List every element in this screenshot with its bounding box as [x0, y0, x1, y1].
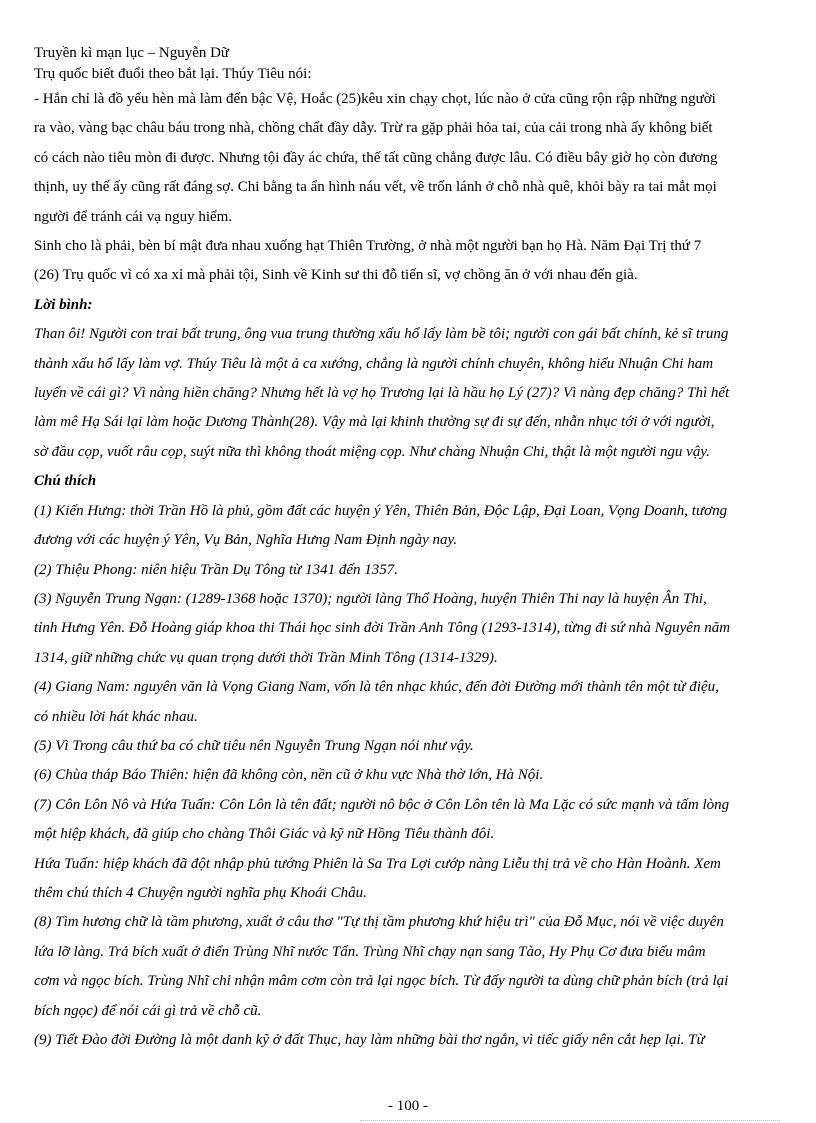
story-line: Trụ quốc biết đuổi theo bắt lại. Thúy Tiêu nói: — [34, 66, 312, 82]
story-line: ra vào, vàng bạc châu báu trong nhà, chồng chất đầy dẫy. Trừ ra gặp phải hỏa tai, của cải trong nhà ấy không biết — [34, 120, 713, 137]
note-line: lứa lỡ làng. Trả bích xuất ở điển Trùng Nhĩ nước Tấn. Trùng Nhĩ chạy nạn sang Tào, Hy Phụ Cơ đưa biếu mâm — [34, 943, 706, 960]
note-line: Hứa Tuấn: hiệp khách đã đột nhập phủ tướng Phiên là Sa Tra Lợi cướp nàng Liễu thị trả về cho Hàn Hoành. Xem — [34, 855, 721, 872]
document-page — [34, 44, 782, 1055]
story-line: có cách nào tiêu mòn đi được. Nhưng tội đầy ác chứa, thế tất cũng chẳng được lâu. Có điều bây giờ họ còn đương — [34, 149, 718, 166]
note-line: một hiệp khách, đã giúp cho chàng Thôi Giác và kỹ nữ Hồng Tiêu thành đôi. — [34, 826, 495, 843]
running-header: Truyền kì mạn lục – Nguyễn Dữ — [34, 45, 230, 61]
commentary-line: sờ đầu cọp, vuốt râu cọp, suýt nữa thì không thoát miệng cọp. Như chàng Nhuận Chi, thật là một người ngu vậy. — [34, 443, 710, 460]
note-line: (7) Côn Lôn Nô và Hứa Tuấn: Côn Lôn là tên đất; người nô bộc ở Côn Lôn tên là Ma Lặc có sức mạnh và tấm lòng — [34, 796, 730, 813]
page-number: - 100 - — [388, 1098, 428, 1114]
note-line: (1) Kiến Hưng: thời Trần Hồ là phủ, gồm đất các huyện ý Yên, Thiên Bản, Độc Lập, Đại Loan, Vọng Doanh, tương — [34, 502, 728, 519]
note-line: (3) Nguyễn Trung Ngạn: (1289-1368 hoặc 1370); người làng Thổ Hoàng, huyện Thiên Thi nay là huyện Ân Thi, — [34, 590, 707, 607]
note-line: có nhiều lời hát khác nhau. — [34, 708, 198, 725]
note-line: (2) Thiệu Phong: niên hiệu Trần Dụ Tông từ 1341 đến 1357. — [34, 561, 398, 578]
note-line: (5) Vì Trong câu thứ ba có chữ tiêu nên Nguyễn Trung Ngạn nói như vậy. — [34, 737, 474, 754]
note-line: (9) Tiết Đào đời Đường là một danh kỹ ở đất Thục, hay làm những bài thơ ngắn, vì tiếc giấy nên cắt hẹp lại. Từ — [34, 1032, 705, 1048]
notes-heading: Chú thích — [34, 473, 97, 490]
story-line: Sinh cho là phải, bèn bí mật đưa nhau xuống hạt Thiên Trường, ở nhà một người bạn họ Hà. Năm Đại Trị thứ 7 — [34, 238, 702, 255]
note-line: (8) Tìm hương chữ là tầm phương, xuất ở câu thơ "Tự thị tầm phương khứ hiệu trì" của Đỗ Mục, nói về việc duyên — [34, 914, 724, 931]
commentary-heading: Lời bình: — [34, 296, 93, 313]
note-line: tỉnh Hưng Yên. Đỗ Hoàng giáp khoa thi Thái học sinh đời Trần Anh Tông (1293-1314), từng đi sứ nhà Nguyên năm — [34, 620, 731, 637]
story-line: - Hắn chỉ là đồ yếu hèn mà làm đến bậc Vệ, Hoắc (25)kêu xin chạy chọt, lúc nào ở cửa cũng rộn rập những người — [34, 91, 716, 107]
note-line: cơm và ngọc bích. Trùng Nhĩ chỉ nhận mâm cơm còn trả lại ngọc bích. Từ đấy người ta dùng chữ phản bích (trả lại — [34, 973, 729, 990]
commentary-line: thành xấu hổ lấy làm vợ. Thúy Tiêu là một ả ca xướng, chẳng là người chính chuyên, không hiểu Nhuận Chi ham — [34, 355, 714, 372]
story-line: người để tránh cái vạ nguy hiểm. — [34, 208, 233, 225]
note-line: 1314, giữ những chức vụ quan trọng dưới thời Trần Minh Tông (1314-1329). — [34, 649, 498, 666]
note-line: bích ngọc) để nói cái gì trả về chỗ cũ. — [34, 1002, 262, 1019]
note-line: đương với các huyện ý Yên, Vụ Bản, Nghĩa Hưng Nam Định ngày nay. — [34, 532, 458, 549]
footer-divider — [360, 1120, 780, 1122]
story-line: thịnh, uy thế ấy cũng rất đáng sợ. Chi bằng ta ẩn hình náu vết, về trốn lánh ở chỗ nhà quê, khỏi bày ra tai mắt mọi — [34, 179, 717, 196]
note-line: (6) Chùa tháp Báo Thiên: hiện đã không còn, nền cũ ở khu vực Nhà thờ lớn, Hà Nội. — [34, 767, 544, 784]
commentary-line: Than ôi! Người con trai bất trung, ông vua trung thường xấu hổ lấy làm bề tôi; người con gái bất chính, kẻ sĩ trung — [34, 326, 729, 343]
note-line: thêm chú thích 4 Chuyện người nghĩa phụ Khoái Châu. — [34, 884, 367, 901]
commentary-line: luyến về cái gì? Vì nàng hiền chăng? Nhưng hết là vợ họ Trương lại là hầu họ Lý (27)? Vì nàng đẹp chăng? Thì hết — [34, 385, 730, 402]
note-line: (4) Giang Nam: nguyên văn là Vọng Giang Nam, vốn là tên nhạc khúc, đến đời Đường mới thành tên một từ điệu, — [34, 679, 719, 696]
commentary-line: làm mê Hạ Sái lại làm hoặc Dương Thành(28). Vậy mà lại khinh thường sự đi sự đến, nhẫn nhục tới ở với người, — [34, 414, 715, 431]
story-line: (26) Trụ quốc vì có xa xỉ mà phải tội, Sinh về Kinh sư thi đỗ tiến sĩ, vợ chồng ăn ở với nhau đến già. — [34, 267, 638, 284]
